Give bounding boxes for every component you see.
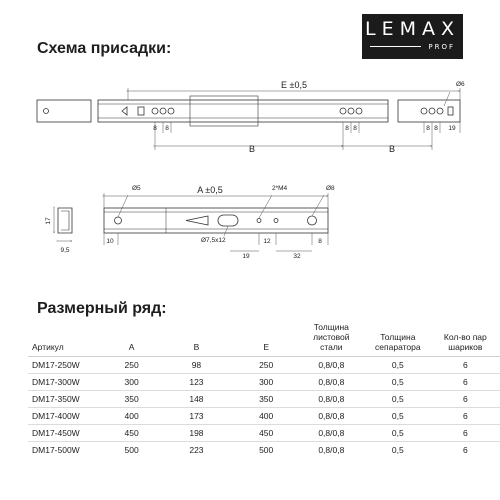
cell-b: 148: [158, 391, 235, 408]
rail-tab: [122, 107, 127, 115]
hole-mid-1: [340, 108, 346, 114]
cell-e: 500: [235, 442, 298, 459]
size-table: [28, 322, 500, 458]
header-thickness: [298, 322, 365, 357]
cell-balls: 6: [431, 374, 500, 391]
top-gap-4: 8: [353, 125, 357, 132]
bottom-d19: 19: [242, 253, 250, 260]
rail-stub-left: [37, 100, 91, 122]
cell-b: 98: [158, 357, 235, 374]
hole-right-1: [421, 108, 427, 114]
header-balls: [431, 322, 500, 357]
header-a: A: [105, 322, 158, 357]
cell-balls: 6: [431, 391, 500, 408]
header-separator: [365, 322, 431, 357]
dim-b-label-2: B: [388, 144, 396, 154]
cell-separator: 0,5: [365, 425, 431, 442]
scheme-title: Схема присадки:: [37, 40, 172, 57]
slot-right: [448, 107, 453, 115]
cell-separator: 0,5: [365, 408, 431, 425]
bottom-hole-diameter-left: Ø5: [132, 185, 141, 192]
header-balls-line2: шариков: [448, 342, 483, 352]
cell-balls: 6: [431, 408, 500, 425]
cell-b: 223: [158, 442, 235, 459]
hole-right: [308, 216, 317, 225]
hole-right-3: [437, 108, 443, 114]
cell-separator: 0,5: [365, 374, 431, 391]
cell-separator: 0,5: [365, 357, 431, 374]
dim-a-label: A ±0,5: [197, 185, 223, 195]
cell-thickness: 0,8/0,8: [298, 408, 365, 425]
dim-b-label-1: B: [248, 144, 256, 154]
rail-main: [98, 100, 388, 122]
header-separator-line1: Толщина: [380, 332, 416, 342]
table-row: [28, 408, 500, 425]
top-gap-6: 8: [434, 125, 438, 132]
top-gap-5: 8: [426, 125, 430, 132]
cell-thickness: 0,8/0,8: [298, 374, 365, 391]
cell-b: 123: [158, 374, 235, 391]
bottom-d8: 8: [318, 238, 322, 245]
bottom-d12: 12: [263, 238, 271, 245]
hole-mid-3: [356, 108, 362, 114]
cell-a: 450: [105, 425, 158, 442]
bottom-rail-drawing: [58, 208, 328, 233]
cell-a: 500: [105, 442, 158, 459]
rail-profile: [58, 208, 72, 233]
logo-subtitle: PROF: [428, 43, 455, 51]
bottom-dimension-lines: [54, 193, 328, 245]
cell-thickness: 0,8/0,8: [298, 357, 365, 374]
cell-article: DM17-250W: [28, 357, 105, 374]
cell-article: DM17-500W: [28, 442, 105, 459]
cell-thickness: 0,8/0,8: [298, 391, 365, 408]
top-end-offset: 19: [448, 125, 456, 132]
header-article: Артикул: [28, 322, 105, 357]
header-thickness-line3: стали: [320, 342, 343, 352]
hole-left-3: [168, 108, 174, 114]
bottom-thread: 2*M4: [272, 185, 288, 192]
hole-left: [115, 217, 122, 224]
cell-article: DM17-350W: [28, 391, 105, 408]
cell-thickness: 0,8/0,8: [298, 442, 365, 459]
cell-article: DM17-400W: [28, 408, 105, 425]
cell-article: DM17-450W: [28, 425, 105, 442]
top-gap-2: 8: [165, 125, 169, 132]
rail-overlay: [190, 96, 258, 126]
hole-right-2: [429, 108, 435, 114]
cell-b: 173: [158, 408, 235, 425]
table-row: [28, 357, 500, 374]
cell-e: 400: [235, 408, 298, 425]
header-thickness-line1: Толщина: [313, 322, 349, 332]
hole-left-2: [160, 108, 166, 114]
header-thickness-line2: листовой: [313, 332, 350, 342]
header-e: E: [235, 322, 298, 357]
table-row: [28, 391, 500, 408]
cell-separator: 0,5: [365, 442, 431, 459]
cell-e: 450: [235, 425, 298, 442]
slot-oval: [218, 215, 238, 226]
cell-separator: 0,5: [365, 391, 431, 408]
cell-a: 250: [105, 357, 158, 374]
table-row: [28, 425, 500, 442]
top-gap-1: 8: [153, 125, 157, 132]
table-header-row: [28, 322, 500, 357]
bottom-hole-diameter-right: Ø8: [326, 185, 335, 192]
cell-balls: 6: [431, 425, 500, 442]
bottom-height: 17: [45, 217, 52, 225]
cell-thickness: 0,8/0,8: [298, 425, 365, 442]
top-gap-3: 8: [345, 125, 349, 132]
slot-left: [138, 107, 144, 115]
bottom-width: 9,5: [60, 247, 70, 254]
top-dimension-lines: [128, 88, 460, 150]
header-b: B: [158, 322, 235, 357]
hole-mid-2: [348, 108, 354, 114]
cell-a: 300: [105, 374, 158, 391]
bottom-d32: 32: [293, 253, 301, 260]
dim-e-label: E ±0,5: [281, 80, 307, 90]
cell-e: 250: [235, 357, 298, 374]
cell-a: 400: [105, 408, 158, 425]
cell-article: DM17-300W: [28, 374, 105, 391]
table-row: [28, 442, 500, 459]
cell-balls: 6: [431, 357, 500, 374]
cell-a: 350: [105, 391, 158, 408]
cell-e: 350: [235, 391, 298, 408]
cell-b: 198: [158, 425, 235, 442]
thread-hole-2: [274, 219, 278, 223]
bottom-slot: Ø7,5x12: [201, 237, 226, 244]
thread-hole-1: [257, 219, 261, 223]
rail-tab-bottom: [186, 216, 208, 225]
bottom-left-offset: 10: [106, 238, 114, 245]
header-balls-line1: Кол-во пар: [443, 332, 487, 342]
header-separator-line2: сепаратора: [375, 342, 421, 352]
hole-left-1: [152, 108, 158, 114]
size-range-title: Размерный ряд:: [37, 300, 167, 317]
stub-hole: [44, 109, 49, 114]
cell-e: 300: [235, 374, 298, 391]
cell-balls: 6: [431, 442, 500, 459]
table-row: [28, 374, 500, 391]
logo-wordmark: LEMAX: [365, 18, 460, 40]
top-rail-drawing: [37, 96, 460, 126]
top-hole-diameter: Ø6: [456, 81, 465, 88]
